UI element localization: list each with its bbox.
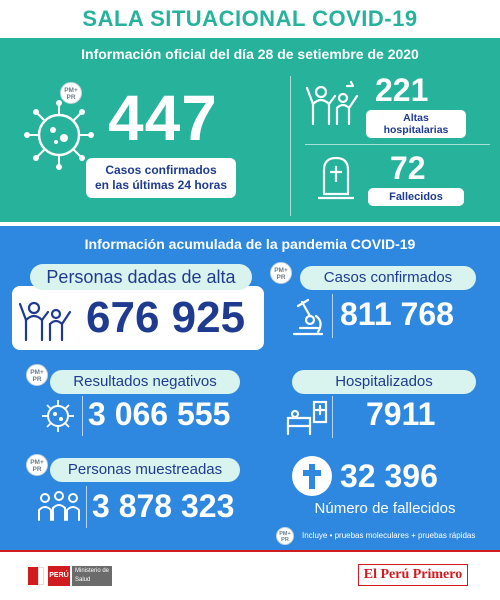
title-bar [0, 0, 500, 38]
peru-flag-left [28, 567, 38, 585]
hospitalized-label: Hospitalizados [292, 370, 476, 394]
tests-note: Incluye • pruebas moleculares + pruebas rápidas [302, 531, 476, 540]
peru-flag-right [38, 567, 44, 585]
daily-deaths-label: Fallecidos [368, 188, 464, 206]
negative-label: Resultados negativos [50, 370, 240, 394]
cumulative-negative-value: 3 066 555 [88, 396, 231, 432]
cross-icon-circle [292, 456, 332, 496]
value-divider [332, 396, 333, 438]
microscope-icon [288, 296, 328, 338]
confirmed-label: Casos confirmados [300, 266, 476, 290]
value-divider [86, 486, 87, 528]
daily-discharged-label-2: hospitalarias [383, 124, 449, 136]
cross-icon [292, 456, 332, 496]
virus-icon [38, 396, 78, 436]
daily-discharged-label-1: Altas [403, 112, 429, 124]
group-people-icon [36, 488, 82, 526]
daily-confirmed-label-1: Casos confirmados [105, 163, 217, 177]
pm-pr-badge: PM+ PR [26, 454, 48, 476]
footer-red-line [0, 550, 500, 552]
cumulative-deaths-label: Número de fallecidos [314, 500, 456, 517]
daily-discharged-card [366, 110, 466, 138]
cumulative-deaths-value: 32 396 [340, 458, 438, 494]
slogan-logo: El Perú Primero [358, 564, 468, 586]
pm-pr-badge: PM+ PR [26, 364, 48, 386]
cumulative-confirmed-value: 811 768 [340, 296, 454, 332]
peru-logo: PERÚ [48, 566, 70, 586]
family-celebrating-icon [303, 74, 365, 136]
daily-subtitle: Información oficial del día 28 de setiembre de 2020 [81, 46, 419, 62]
value-divider [82, 396, 83, 436]
cumulative-hospitalized-value: 7911 [366, 396, 436, 432]
value-divider [332, 294, 333, 338]
discharged-label: Personas dadas de alta [30, 264, 252, 290]
sampled-label: Personas muestreadas [50, 458, 240, 482]
ministry-logo: Ministerio de Salud [72, 566, 112, 586]
daily-confirmed-value: 447 [108, 82, 218, 154]
tombstone-icon [316, 154, 356, 202]
pm-pr-badge: PM+ PR [270, 262, 292, 284]
pm-pr-badge: PM+ PR [60, 82, 82, 104]
cumulative-subtitle: Información acumulada de la pandemia COVID-19 [84, 236, 416, 252]
daily-confirmed-card [86, 158, 236, 198]
horizontal-divider [305, 144, 490, 145]
daily-section [0, 38, 500, 222]
cumulative-sampled-value: 3 878 323 [92, 488, 235, 524]
daily-confirmed-label-2: en las últimas 24 horas [94, 178, 228, 192]
vertical-divider [290, 76, 291, 216]
pm-pr-badge: PM+ PR [276, 527, 294, 545]
daily-discharged-value: 221 [375, 72, 429, 108]
page-title: SALA SITUACIONAL COVID-19 [82, 6, 418, 31]
daily-deaths-value: 72 [390, 150, 426, 186]
hospital-bed-icon [286, 398, 330, 438]
cumulative-discharged-value: 676 925 [86, 293, 246, 342]
family-celebrating-icon [18, 292, 76, 344]
